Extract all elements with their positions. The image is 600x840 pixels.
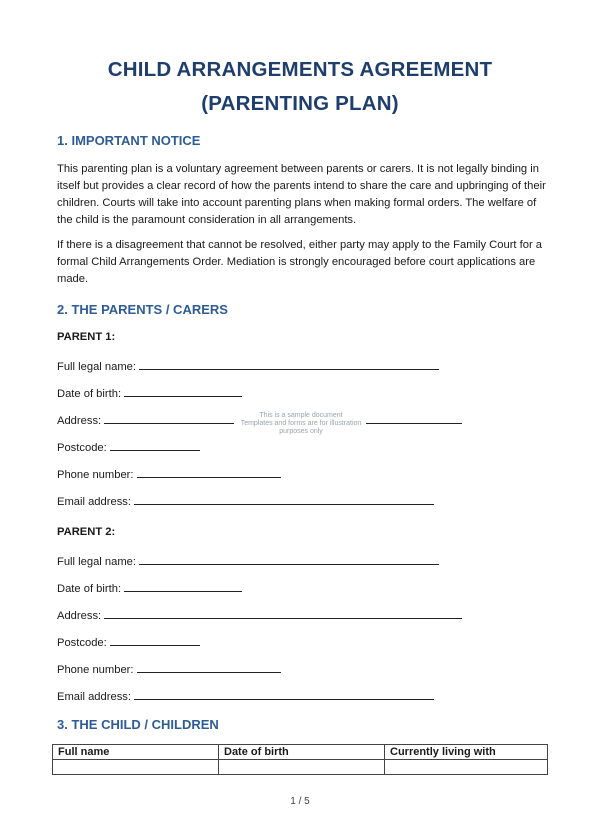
blank-line[interactable] <box>110 439 200 451</box>
parent1-postcode-field[interactable] <box>57 439 200 454</box>
blank-line[interactable] <box>104 412 234 424</box>
table-cell[interactable] <box>385 760 548 775</box>
page-indicator: 1 / 5 <box>290 796 310 807</box>
field-label: Full legal name: <box>57 361 136 373</box>
parent1-label: PARENT 1: <box>57 331 116 343</box>
parent1-address-field[interactable] <box>57 412 234 427</box>
column-header-full-name: Full name <box>53 745 219 760</box>
parent1-address-field-end[interactable] <box>366 412 462 427</box>
blank-line[interactable] <box>366 412 462 424</box>
field-label: Date of birth: <box>57 388 122 400</box>
table-header-row <box>53 745 548 760</box>
address-sample-note: This is a sample document Templates and forms are for illustration purposes only <box>240 412 362 435</box>
blank-line[interactable] <box>134 493 434 505</box>
parent2-name-field[interactable] <box>57 553 439 568</box>
field-label: Phone number: <box>57 469 134 481</box>
parent1-phone-field[interactable] <box>57 466 281 481</box>
field-label: Postcode: <box>57 637 107 649</box>
section-heading-parents: 2. THE PARENTS / CARERS <box>57 302 228 317</box>
children-table <box>52 744 548 775</box>
parent2-address-field[interactable] <box>57 607 462 622</box>
parent1-email-field[interactable] <box>57 493 434 508</box>
document-title-line1: CHILD ARRANGEMENTS AGREEMENT <box>107 58 493 81</box>
field-label: Phone number: <box>57 664 134 676</box>
field-label: Date of birth: <box>57 583 122 595</box>
parent2-email-field[interactable] <box>57 688 434 703</box>
field-label: Email address: <box>57 691 131 703</box>
field-label: Full legal name: <box>57 556 136 568</box>
blank-line[interactable] <box>104 607 462 619</box>
column-header-date-of-birth: Date of birth <box>219 745 385 760</box>
blank-line[interactable] <box>124 580 242 592</box>
column-header-living-with: Currently living with <box>385 745 548 760</box>
blank-line[interactable] <box>137 661 281 673</box>
blank-line[interactable] <box>139 553 439 565</box>
notice-paragraph-2: If there is a disagreement that cannot be resolved, either party may apply to the Family Court for a formal Child Arrangements Order. Mediation is strongly encouraged before court applications are made. <box>57 239 543 285</box>
section-heading-notice: 1. IMPORTANT NOTICE <box>57 133 201 148</box>
field-label: Email address: <box>57 496 131 508</box>
parent2-phone-field[interactable] <box>57 661 281 676</box>
parent2-postcode-field[interactable] <box>57 634 200 649</box>
field-label: Postcode: <box>57 442 107 454</box>
parent1-name-field[interactable] <box>57 358 439 373</box>
parent2-dob-field[interactable] <box>57 580 242 595</box>
table-row <box>53 760 548 775</box>
parent2-label: PARENT 2: <box>57 526 116 538</box>
blank-line[interactable] <box>139 358 439 370</box>
blank-line[interactable] <box>124 385 242 397</box>
blank-line[interactable] <box>134 688 434 700</box>
blank-line[interactable] <box>137 466 281 478</box>
table-cell[interactable] <box>219 760 385 775</box>
field-label: Address: <box>57 415 102 427</box>
section-heading-children: 3. THE CHILD / CHILDREN <box>57 717 219 732</box>
table-cell[interactable] <box>53 760 219 775</box>
blank-line[interactable] <box>110 634 200 646</box>
document-title-line2: (PARENTING PLAN) <box>201 92 399 115</box>
parent1-dob-field[interactable] <box>57 385 242 400</box>
notice-paragraph-1: This parenting plan is a voluntary agreement between parents or carers. It is not legally binding in itself but provides a clear record of how the parents intend to share the care and upbringing of their children. Courts will take into account parenting plans when making formal orders. The welfare of the child is the paramount consideration in all arrangements. <box>57 163 546 226</box>
field-label: Address: <box>57 610 102 622</box>
